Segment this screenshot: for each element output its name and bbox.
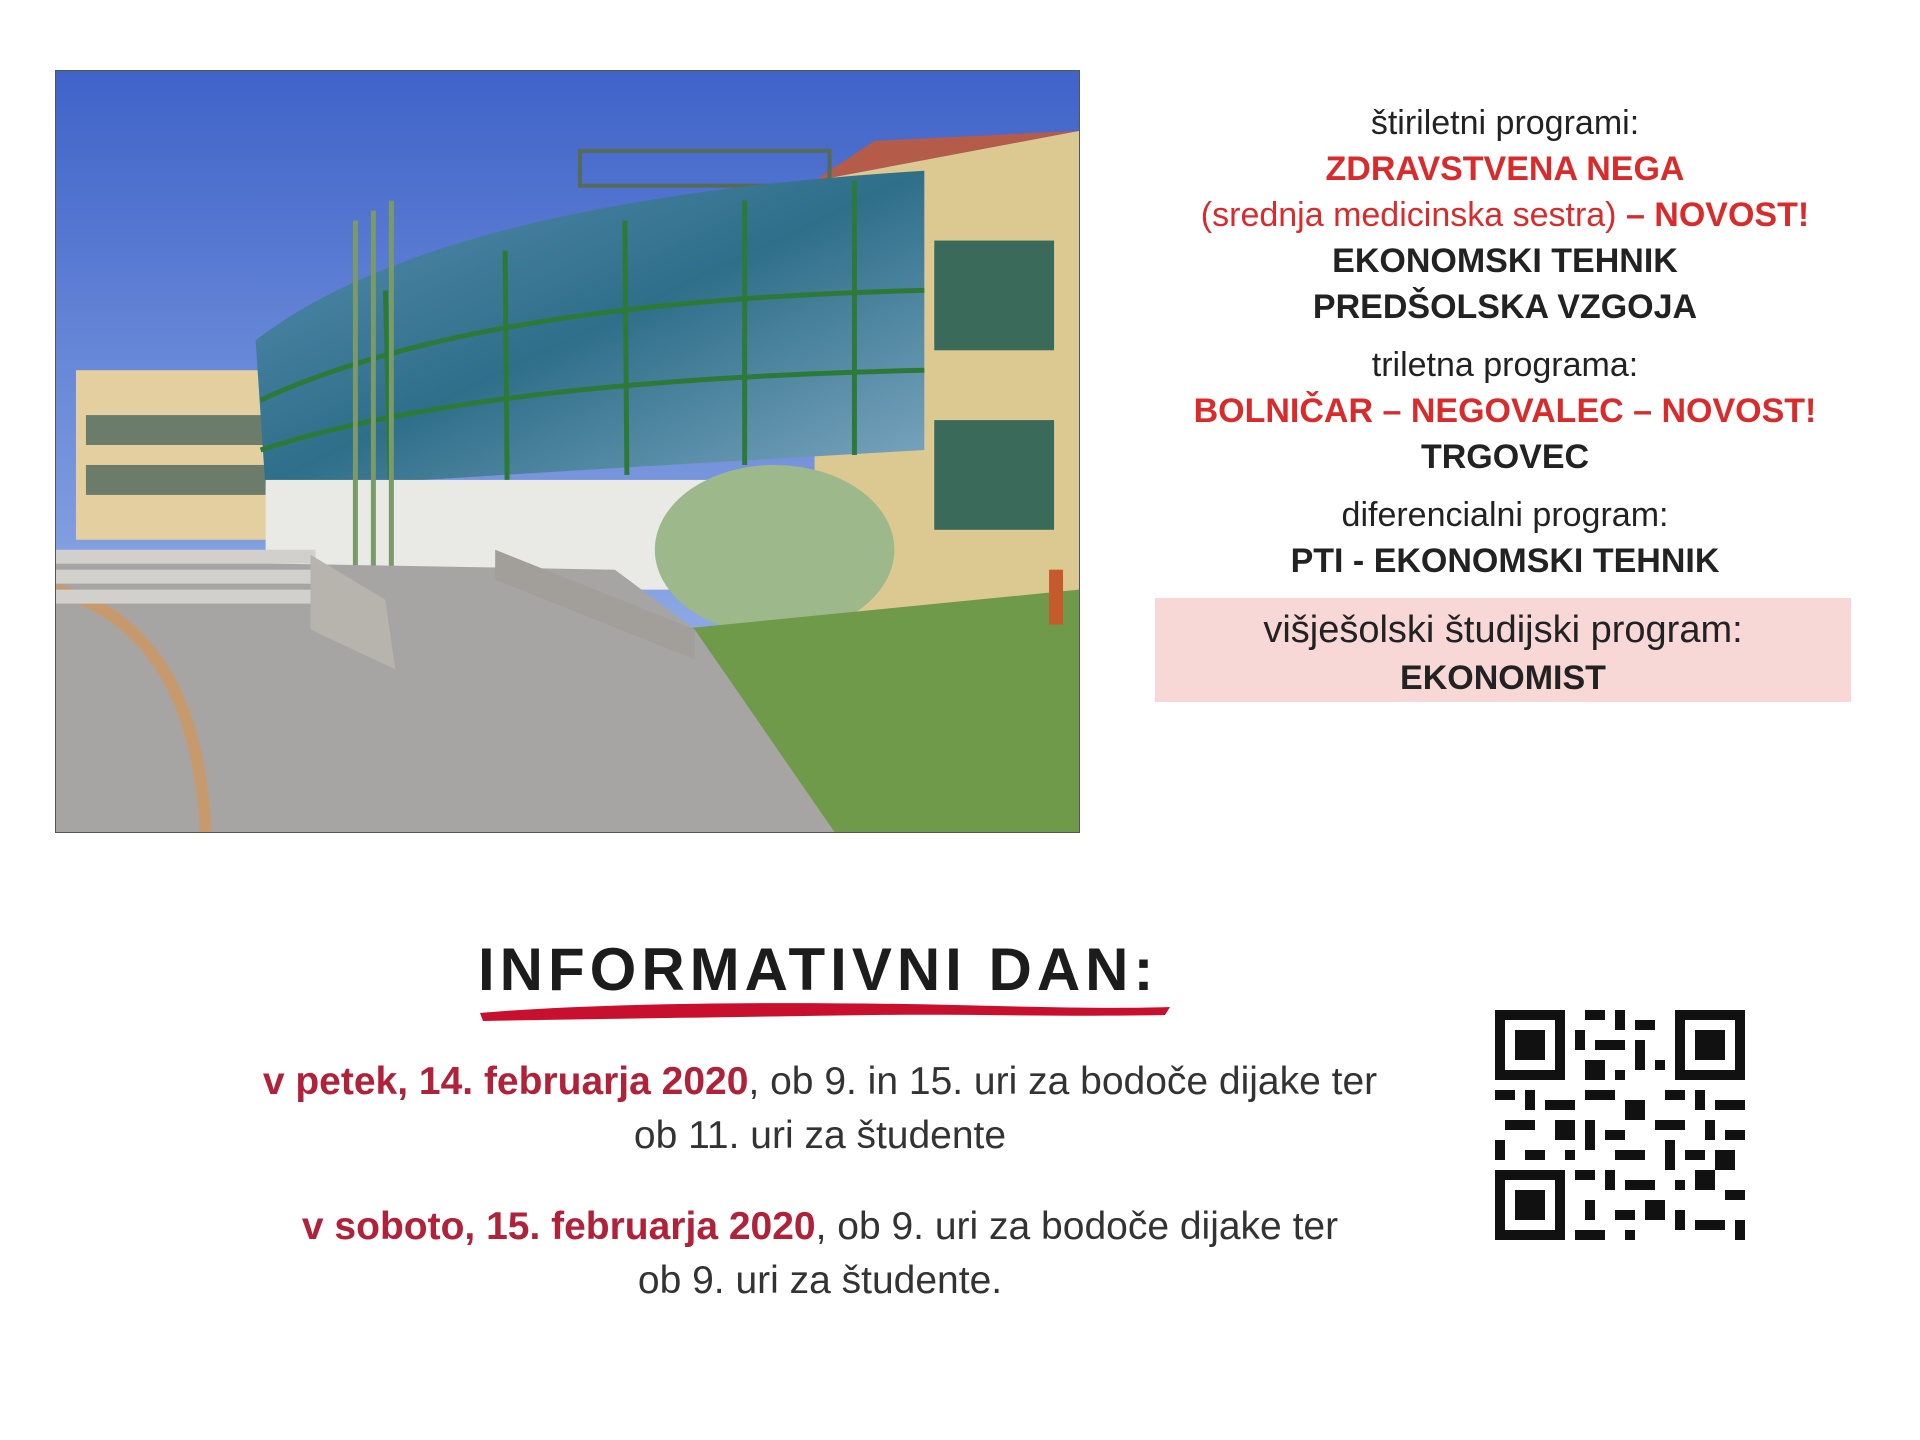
college-program-box — [1155, 598, 1851, 702]
event-saturday-date: v soboto, 15. februarja 2020 — [301, 1205, 816, 1248]
program-nursing-sub — [1150, 192, 1860, 238]
event-friday — [210, 1055, 1430, 1163]
event-friday-line1 — [210, 1055, 1430, 1109]
event-friday-date: v petek, 14. februarja 2020 — [262, 1060, 749, 1103]
program-orderly: BOLNIČAR – NEGOVALEC – NOVOST! — [1193, 392, 1817, 430]
school-building-photo — [55, 70, 1080, 833]
program-trader: TRGOVEC — [1420, 438, 1590, 476]
nursing-sub-text: (srednja medicinska sestra) — [1200, 196, 1617, 234]
college-label: višješolski študijski program: — [1263, 609, 1743, 651]
info-day-title: INFORMATIVNI DAN: — [478, 936, 1159, 1003]
brush-underline — [475, 995, 1175, 1025]
program-preschool: PREDŠOLSKA VZGOJA — [1312, 288, 1698, 326]
event-saturday-line1 — [210, 1200, 1430, 1254]
differential-label: diferencialni program: — [1341, 496, 1669, 534]
qr-code-icon[interactable] — [1485, 1000, 1755, 1250]
event-saturday-rest: , ob 9. uri za bodoče dijake ter — [815, 1205, 1339, 1248]
four-year-label: štiriletni programi: — [1370, 104, 1640, 142]
three-year-label: triletna programa: — [1371, 346, 1639, 384]
program-economic-tech: EKONOMSKI TEHNIK — [1332, 242, 1678, 280]
event-saturday — [210, 1200, 1430, 1308]
event-friday-rest: , ob 9. in 15. uri za bodoče dijake ter — [748, 1060, 1378, 1103]
program-nursing: ZDRAVSTVENA NEGA — [1325, 150, 1685, 188]
event-saturday-line2: ob 9. uri za študente. — [637, 1259, 1003, 1302]
program-pti: PTI - EKONOMSKI TEHNIK — [1290, 542, 1720, 580]
program-economist: EKONOMIST — [1400, 659, 1606, 697]
event-friday-line2: ob 11. uri za študente — [633, 1114, 1007, 1157]
nursing-new-badge: – NOVOST! — [1616, 196, 1810, 234]
programs-list — [1150, 100, 1860, 584]
